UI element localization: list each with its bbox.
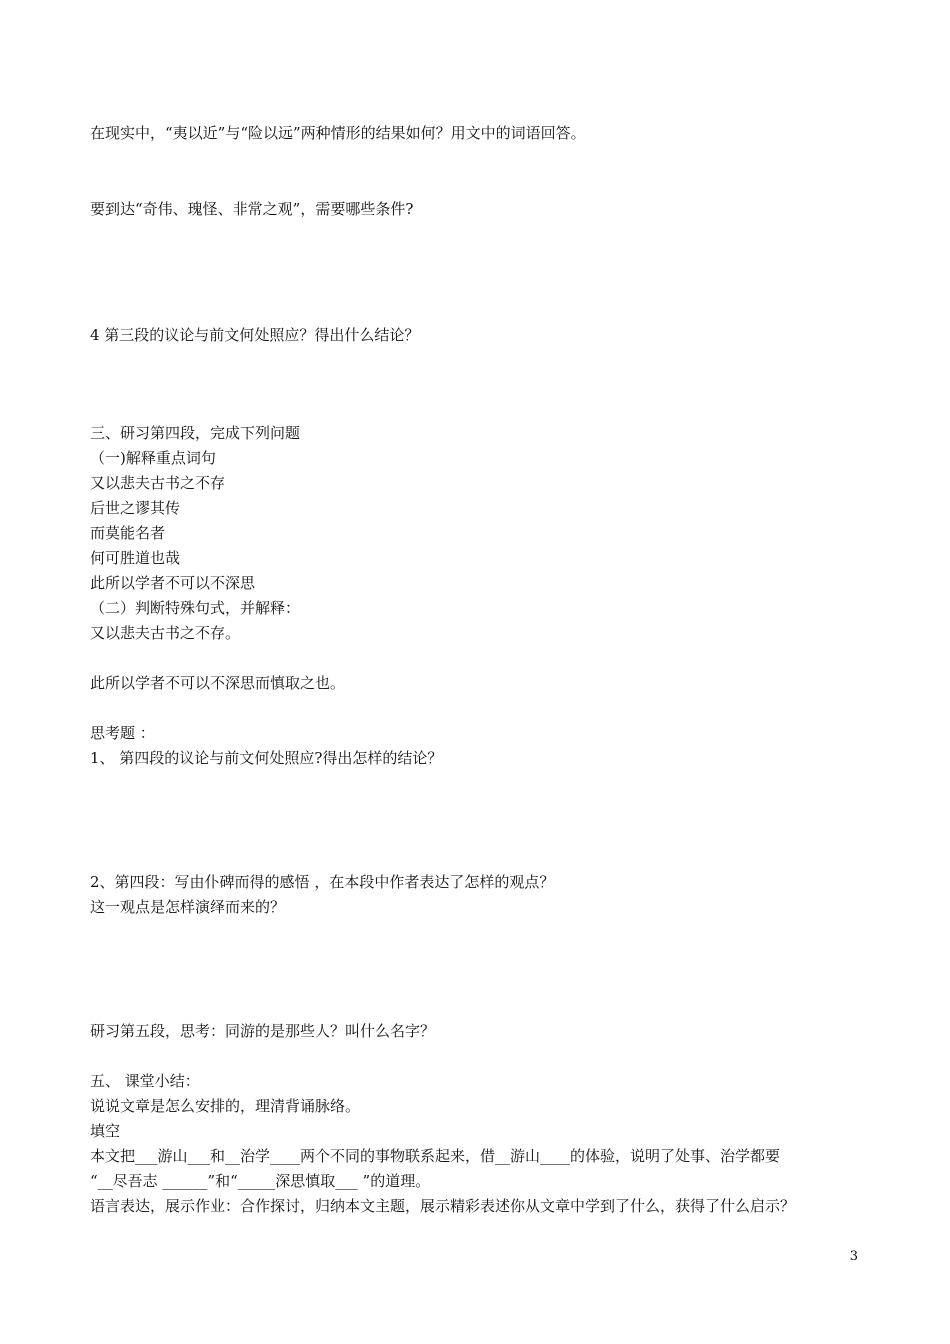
fill-in-line: “__尽吾志 ______”和“_____深思慎取___ ”的道理。 [90, 1172, 431, 1190]
question-line: 4 第三段的议论与前文何处照应？得出什么结论？ [90, 326, 420, 344]
question-line: 要到达“奇伟、瑰怪、非常之观”，需要哪些条件? [90, 200, 414, 218]
question-line: 这一观点是怎样演绎而来的？ [90, 898, 286, 916]
vocabulary-line: 又以悲夫古书之不存 [90, 474, 226, 492]
question-line: 1、 第四段的议论与前文何处照应?得出怎样的结论？ [90, 749, 443, 767]
vocabulary-line: 而莫能名者 [90, 524, 166, 542]
question-line: 在现实中，“夷以近”与“险以远”两种情形的结果如何？用文中的词语回答。 [90, 124, 586, 142]
assignment-line: 语言表达，展示作业：合作探讨，归纳本文主题，展示精彩表述你从文章中学到了什么，获得了什么启示？ [90, 1197, 796, 1215]
subheading: （一)解释重点词句 [90, 449, 216, 467]
thinking-heading: 思考题 ： [90, 724, 155, 742]
vocabulary-line: 此所以学者不可以不深思 [90, 574, 256, 592]
fill-in-heading: 填空 [90, 1122, 121, 1140]
section-heading: 五、 课堂小结： [90, 1072, 200, 1090]
sentence-line: 此所以学者不可以不深思而慎取之也。 [90, 674, 346, 692]
question-line: 研习第五段，思考：同游的是那些人？叫什么名字？ [90, 1022, 436, 1040]
vocabulary-line: 何可胜道也哉 [90, 549, 181, 567]
sentence-line: 又以悲夫古书之不存。 [90, 624, 241, 642]
question-line: 2、第四段：写由仆碑而得的感悟 ，在本段中作者表达了怎样的观点？ [90, 873, 555, 891]
vocabulary-line: 后世之谬其传 [90, 499, 181, 517]
section-heading: 三、研习第四段，完成下列问题 [90, 424, 301, 442]
fill-in-line: 本文把___游山___和__治学____两个不同的事物联系起来，借__游山____的体验，说明了处事、治学都要 [90, 1147, 781, 1165]
summary-line: 说说文章是怎么安排的，理清背诵脉络。 [90, 1097, 361, 1115]
subheading: （二）判断特殊句式，并解释： [90, 599, 301, 617]
page-number: 3 [849, 1249, 858, 1264]
